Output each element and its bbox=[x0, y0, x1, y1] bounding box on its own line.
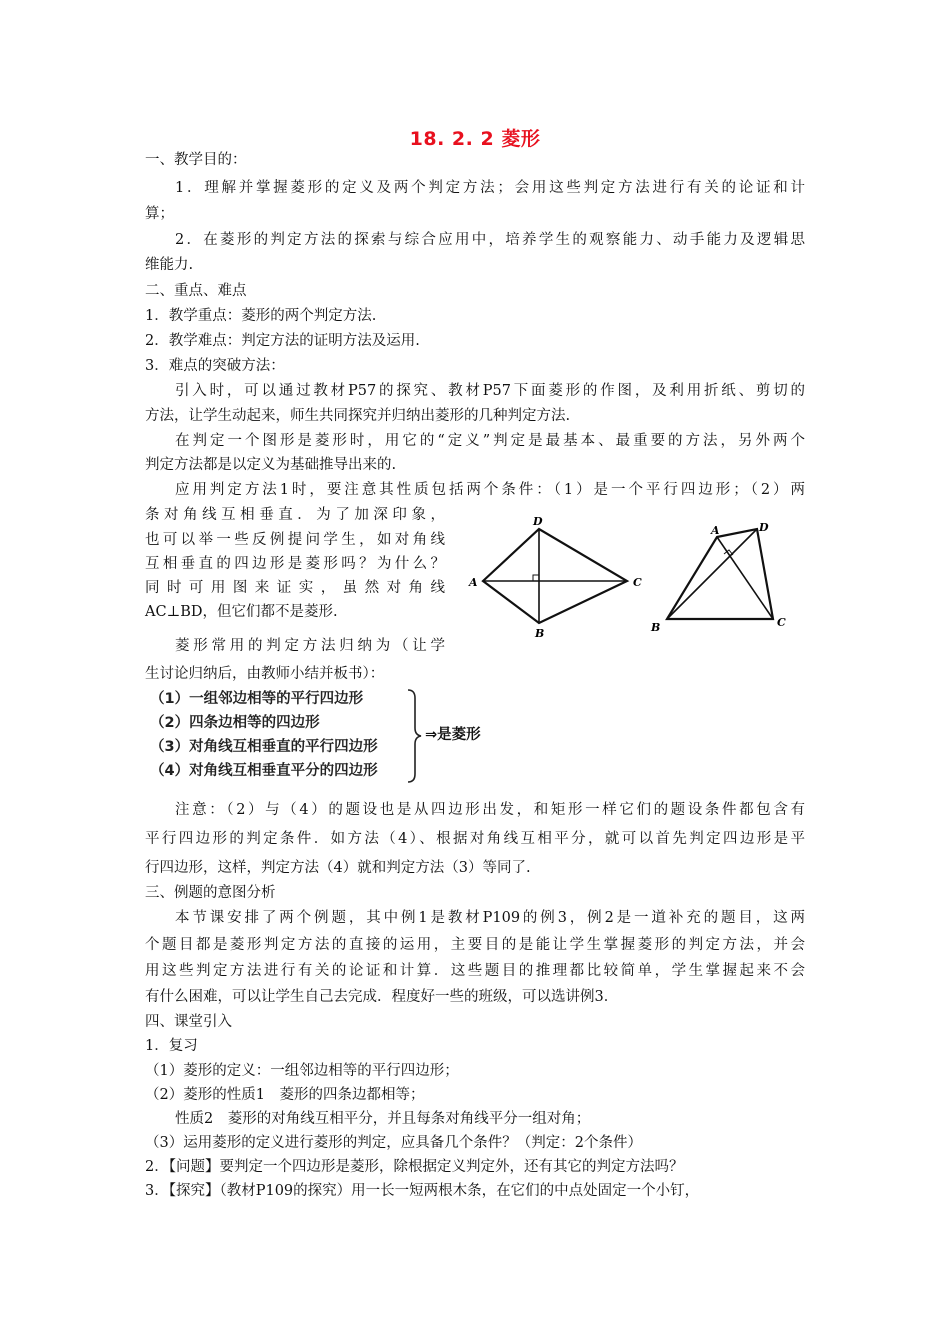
sec2-p3-line-1: 应用判定方法1时，要注意其性质包括两个条件：（1）是一个平行四边形；（2）两 bbox=[175, 482, 805, 498]
sec2-note-line-1: 注意：（2）与（4）的题设也是从四边形出发，和矩形一样它们的题设条件都包含有 bbox=[175, 802, 805, 818]
sec2-p3-line-3: 也可以举一些反例提问学生，如对角线 bbox=[145, 532, 445, 548]
criteria-conclusion: ⇒是菱形 bbox=[425, 727, 481, 743]
sec4-line-7: 3．【探究】（教材P109的探究）用一长一短两根木条，在它们的中点处固定一个小钉， bbox=[145, 1183, 700, 1199]
section-1-heading: 一、教学目的： bbox=[145, 152, 247, 168]
sec2-note-line-3: 行四边形，这样，判定方法（4）就和判定方法（3）等同了. bbox=[145, 860, 531, 876]
label-A-right: A bbox=[711, 524, 720, 537]
sec4-line-1: 1．复习 bbox=[145, 1038, 198, 1054]
sec2-p3-line-2: 条对角线互相垂直．为了加深印象， bbox=[145, 507, 445, 523]
sec1-paragraph-1-line-2: 算； bbox=[145, 206, 174, 222]
section-2-heading: 二、重点、难点 bbox=[145, 283, 247, 299]
curly-brace-icon bbox=[405, 688, 425, 784]
label-C-left: C bbox=[633, 576, 642, 589]
page-title: 18. 2. 2 菱形 bbox=[409, 128, 541, 150]
section-4-heading: 四、课堂引入 bbox=[145, 1014, 232, 1030]
sec1-paragraph-2-line-2: 维能力. bbox=[145, 257, 194, 273]
sec2-p4-line-1: 菱形常用的判定方法归纳为（让学 bbox=[175, 638, 445, 654]
sec2-p2-line-2: 判定方法都是以定义为基础推导出来的. bbox=[145, 457, 397, 473]
sec2-note-line-2: 平行四边形的判定条件．如方法（4）、根据对角线互相平分，就可以首先判定四边形是平 bbox=[145, 831, 805, 847]
label-D-left: D bbox=[533, 515, 543, 528]
sec2-line-1: 1．教学重点：菱形的两个判定方法. bbox=[145, 308, 377, 324]
label-D-right: D bbox=[759, 521, 769, 534]
label-B-right: B bbox=[651, 621, 661, 634]
sec3-line-3: 用这些判定方法进行有关的论证和计算．这些题目的推理都比较简单，学生掌握起来不会 bbox=[145, 963, 805, 979]
label-B-left: B bbox=[535, 627, 545, 640]
sec1-paragraph-1-line-1: 1．理解并掌握菱形的定义及两个判定方法；会用这些判定方法进行有关的论证和计 bbox=[175, 180, 805, 196]
sec2-p1-line-1: 引入时，可以通过教材P57的探究、教材P57下面菱形的作图，及利用折纸、剪切的 bbox=[175, 383, 805, 399]
criterion-1: （1）一组邻边相等的平行四边形 bbox=[150, 691, 364, 707]
sec4-line-2: （1）菱形的定义：一组邻边相等的平行四边形； bbox=[145, 1063, 459, 1079]
sec2-p1-line-2: 方法，让学生动起来，师生共同探究并归纳出菱形的几种判定方法. bbox=[145, 408, 571, 424]
sec2-p4-line-2: 生讨论归纳后，由教师小结并板书）： bbox=[145, 666, 385, 682]
sec3-line-2: 个题目都是菱形判定方法的直接的运用，主要目的是能让学生掌握菱形的判定方法，并会 bbox=[145, 937, 805, 953]
sec4-line-5: （3）运用菱形的定义进行菱形的判定，应具备几个条件？（判定：2个条件） bbox=[145, 1135, 642, 1151]
sec2-p2-line-1: 在判定一个图形是菱形时，用它的“定义”判定是最基本、最重要的方法，另外两个 bbox=[175, 433, 805, 449]
section-3-heading: 三、例题的意图分析 bbox=[145, 885, 276, 901]
criterion-2: （2）四条边相等的四边形 bbox=[150, 715, 320, 731]
sec2-p3-line-5: 同时可用图来证实，虽然对角线 bbox=[145, 580, 445, 596]
sec4-line-3: （2）菱形的性质1 菱形的四条边都相等； bbox=[145, 1087, 425, 1103]
sec1-paragraph-2-line-1: 2．在菱形的判定方法的探索与综合应用中，培养学生的观察能力、动手能力及逻辑思 bbox=[175, 232, 805, 248]
sec3-line-4: 有什么困难，可以让学生自己去完成．程度好一些的班级，可以选讲例3． bbox=[145, 989, 619, 1005]
sec2-line-3: 3．难点的突破方法： bbox=[145, 358, 285, 374]
label-C-right: C bbox=[777, 616, 786, 629]
criterion-4: （4）对角线互相垂直平分的四边形 bbox=[150, 763, 378, 779]
criteria-list bbox=[150, 687, 378, 783]
figure-irregular-diagram bbox=[645, 515, 805, 635]
sec3-line-1: 本节课安排了两个例题，其中例1是教材P109的例3，例2是一道补充的题目，这两 bbox=[175, 910, 805, 926]
label-A-left: A bbox=[469, 576, 478, 589]
sec4-line-4: 性质2 菱形的对角线互相平分，并且每条对角线平分一组对角； bbox=[175, 1111, 591, 1127]
figure-kite-diagram bbox=[455, 515, 655, 640]
sec2-p3-line-6: AC⊥BD，但它们都不是菱形. bbox=[145, 604, 338, 620]
criterion-3: （3）对角线互相垂直的平行四边形 bbox=[150, 739, 378, 755]
sec2-line-2: 2．教学难点：判定方法的证明方法及运用. bbox=[145, 333, 420, 349]
sec2-p3-line-4: 互相垂直的四边形是菱形吗？为什么？ bbox=[145, 556, 445, 572]
sec4-line-6: 2．【问题】要判定一个四边形是菱形，除根据定义判定外，还有其它的判定方法吗？ bbox=[145, 1159, 684, 1175]
